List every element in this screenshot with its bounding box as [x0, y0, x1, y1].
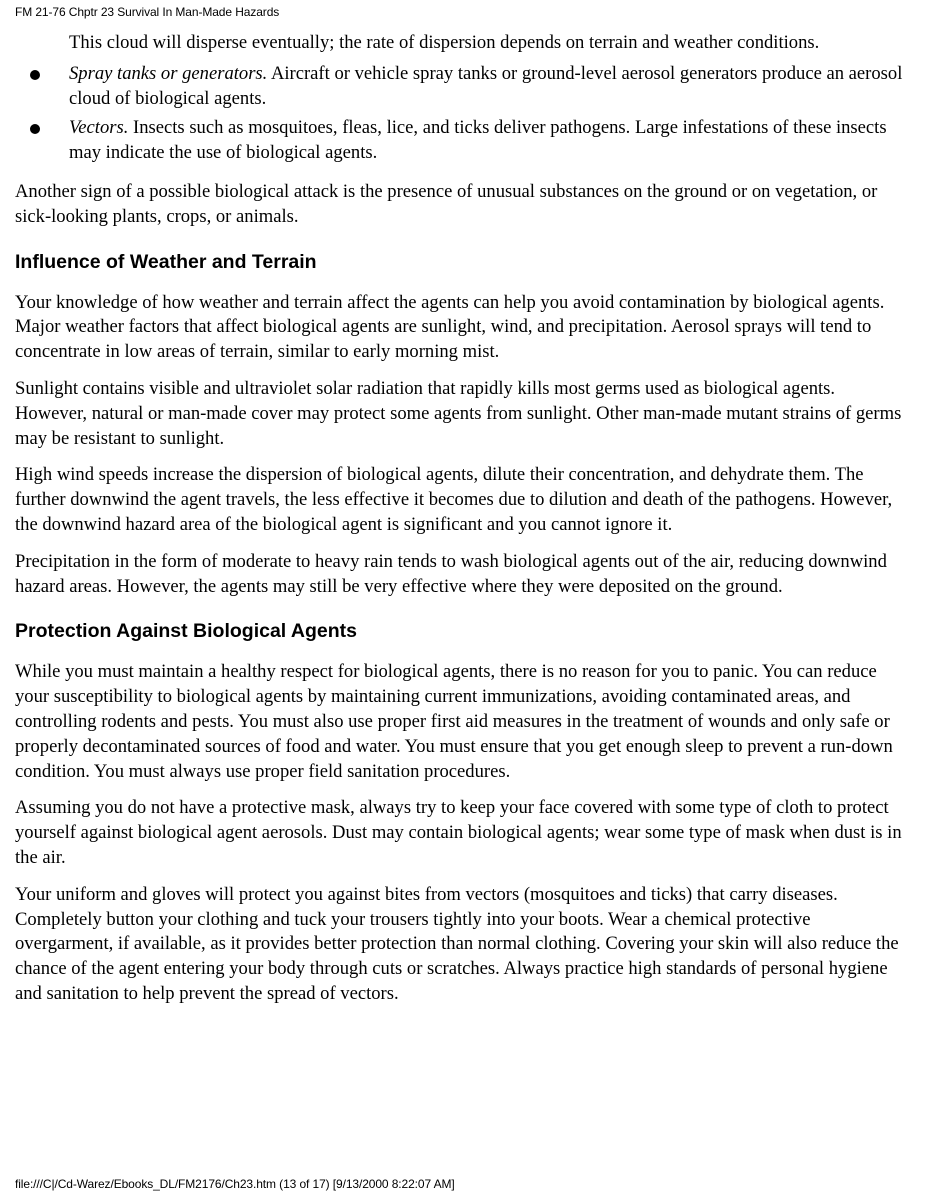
- section-heading-weather: Influence of Weather and Terrain: [15, 250, 317, 273]
- bullet-icon: [30, 124, 40, 134]
- document-body: [15, 31, 910, 1019]
- paragraph: Your uniform and gloves will protect you against bites from vectors (mosquitoes and ticks) that carry diseases. Completely button your clothing and tuck your trousers tightly into your boots. Wear a chemical protective overgarment, if available, as it provides better protection than normal clothing. Covering your skin will also reduce the chance of the agent entering your body through cuts or scratches. Always practice high standards of personal hygiene and sanitation to help prevent the spread of vectors.: [15, 883, 899, 1004]
- list-item-text: Aircraft or vehicle spray tanks or ground-level aerosol generators produce an aerosol cloud of biological agents.: [69, 62, 903, 109]
- paragraph: Assuming you do not have a protective mask, always try to keep your face covered with some type of cloth to protect yourself against biological agent aerosols. Dust may contain biological agents; wear some type of mask when dust is in the air.: [15, 797, 902, 868]
- list-item-term: Spray tanks or generators.: [69, 62, 268, 84]
- list-item-text: Insects such as mosquitoes, fleas, lice, and ticks deliver pathogens. Large infestations of these insects may indicate the use of biological agents.: [69, 117, 887, 164]
- intro-continuation: This cloud will disperse eventually; the rate of dispersion depends on terrain and weather conditions.: [69, 32, 820, 53]
- section-heading-protection: Protection Against Biological Agents: [15, 620, 358, 643]
- paragraph: While you must maintain a healthy respect for biological agents, there is no reason for you to panic. You can reduce your susceptibility to biological agents by maintaining current immunizations, avoiding contaminated areas, and controlling rodents and pests. You must also use proper first aid measures in the treatment of wounds and only safe or properly decontaminated sources of food and water. You must ensure that you get enough sleep to prevent a run-down condition. You must always use proper field sanitation procedures.: [15, 661, 893, 782]
- list-item: [15, 116, 910, 166]
- list-item-term: Vectors.: [69, 117, 129, 139]
- paragraph: High wind speeds increase the dispersion of biological agents, dilute their concentration, and dehydrate them. The further downwind the agent travels, the less effective it becomes due to dilution and death of the pathogens. However, the downwind hazard area of the biological agent is significant and you cannot ignore it.: [15, 464, 893, 535]
- bullet-icon: [30, 70, 40, 80]
- page-footer-url: file:///C|/Cd-Warez/Ebooks_DL/FM2176/Ch23.htm (13 of 17) [9/13/2000 8:22:07 AM]: [15, 1177, 455, 1191]
- paragraph: Precipitation in the form of moderate to heavy rain tends to wash biological agents out of the air, reducing downwind hazard areas. However, the agents may still be very effective where they were deposited on the ground.: [15, 550, 887, 597]
- attack-methods-list: [15, 62, 910, 166]
- paragraph: Your knowledge of how weather and terrain affect the agents can help you avoid contamination by biological agents. Major weather factors that affect biological agents are sunlight, wind, and precipitation. Aerosol sprays will tend to concentrate in low areas of terrain, similar to early morning mist.: [15, 291, 885, 363]
- page-header: FM 21-76 Chptr 23 Survival In Man-Made Hazards: [15, 5, 280, 19]
- paragraph: Another sign of a possible biological attack is the presence of unusual substances on the ground or on vegetation, or sick-looking plants, crops, or animals.: [15, 180, 878, 227]
- list-item: [15, 62, 910, 112]
- paragraph: Sunlight contains visible and ultraviolet solar radiation that rapidly kills most germs used as biological agents. However, natural or man-made cover may protect some agents from sunlight. Other man-made mutant strains of germs may be resistant to sunlight.: [15, 377, 902, 449]
